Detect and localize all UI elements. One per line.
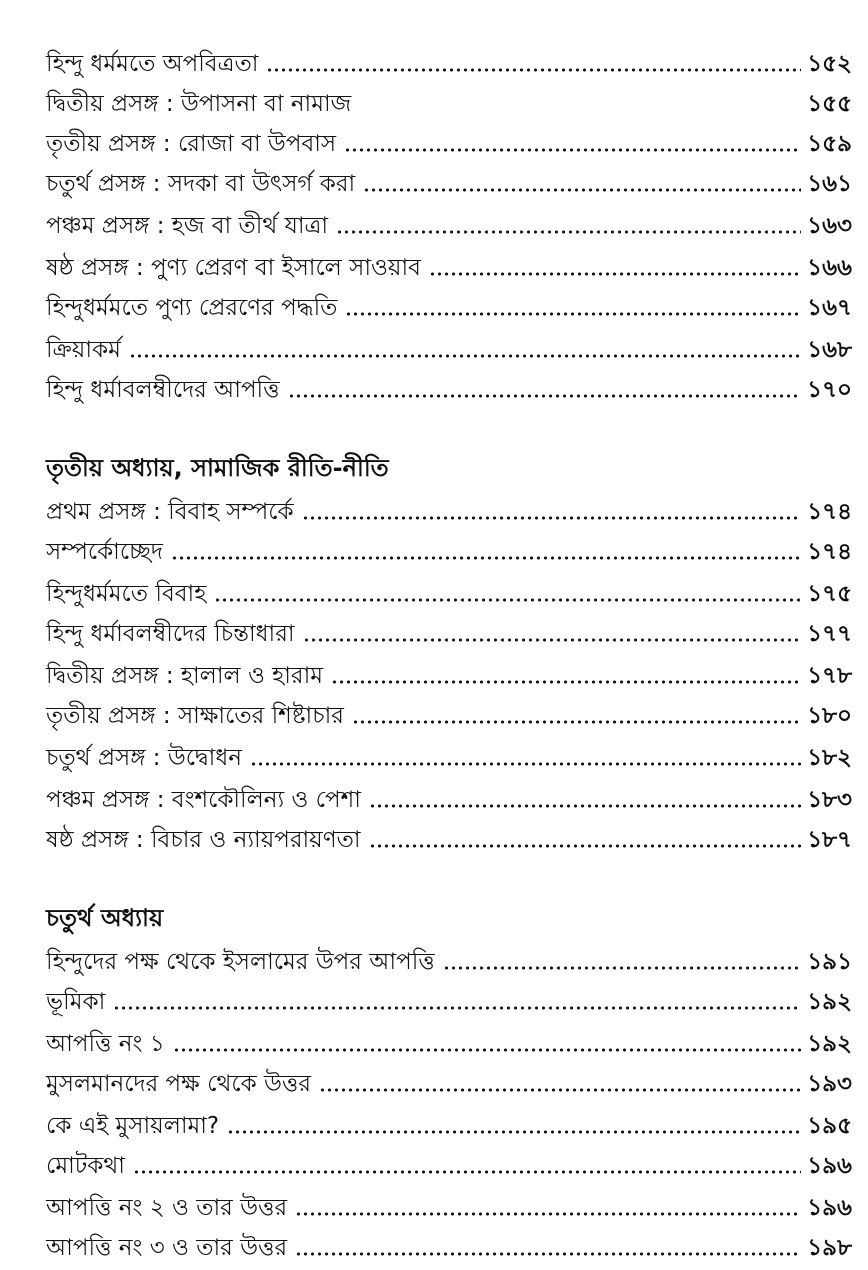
toc-entry-title: হিন্দুধর্মমতে পুণ্য প্রেরণের পদ্ধতি (46, 295, 338, 321)
toc-entry (46, 44, 852, 84)
toc-entry-title: মুসলমানদের পক্ষ থেকে উত্তর (46, 1071, 312, 1097)
dot-leader (133, 1167, 801, 1177)
toc-entry-title: হিন্দু ধর্মাবলম্বীদের চিন্তাধারা (46, 621, 295, 647)
dot-leader (369, 801, 801, 811)
toc-entry-page: ১৬৬ (807, 255, 852, 281)
dot-leader (295, 1209, 801, 1219)
dot-leader (288, 391, 802, 401)
toc-entry-page: ১৮৭ (807, 827, 852, 853)
toc-entry (46, 370, 852, 410)
toc-entry-page: ১৭৪ (807, 539, 852, 565)
toc-entry-page: ১৯৬ (807, 1195, 852, 1221)
dot-leader (429, 269, 801, 279)
toc-entry-title: প্রথম প্রসঙ্গ : বিবাহ সম্পর্কে (46, 499, 294, 525)
toc-entry-title: আপত্তি নং ৩ ও তার উত্তর (46, 1235, 288, 1261)
dot-leader (331, 677, 801, 687)
toc-entry-title: দ্বিতীয় প্রসঙ্গ : উপাসনা বা নামাজ (46, 91, 352, 117)
toc-entry-title: হিন্দুধর্মমতে বিবাহ (46, 581, 207, 607)
toc-entry-title: পঞ্চম প্রসঙ্গ : বংশকৌলিন্য ও পেশা (46, 787, 361, 813)
toc-entry-title: আপত্তি নং ১ (46, 1031, 165, 1057)
toc-entry-page: ১৭৭ (807, 621, 852, 647)
toc-entry-page: ১৯৫ (807, 1113, 852, 1139)
dot-leader (336, 227, 801, 237)
dot-leader (266, 65, 801, 75)
dot-leader (295, 1249, 801, 1259)
toc-entry (46, 206, 852, 246)
toc-entry-title: মোটকথা (46, 1153, 125, 1179)
toc-entry (46, 656, 852, 696)
dot-leader (345, 309, 801, 319)
toc-entry-title: সম্পর্কোচ্ছেদ (46, 539, 163, 565)
toc-entry-page: ১৭০ (807, 377, 852, 403)
toc-entry-title: দ্বিতীয় প্রসঙ্গ : হালাল ও হারাম (46, 663, 324, 689)
toc-entry-page: ১৬১ (807, 171, 852, 197)
toc-entry-title: পঞ্চম প্রসঙ্গ : হজ বা তীর্থ যাত্রা (46, 213, 329, 239)
toc-entry-page: ১৮২ (807, 745, 852, 771)
toc-entry (46, 1188, 852, 1228)
toc-entry-page: ১৬৭ (807, 295, 852, 321)
toc-entry (46, 1064, 852, 1104)
toc-entry-page: ১৭৪ (807, 499, 852, 525)
dot-leader (302, 513, 802, 523)
toc-entry-page: ১৯৩ (807, 1071, 852, 1097)
toc-entry-page: ১৭৫ (807, 581, 852, 607)
toc-entry-title: চতুর্থ প্রসঙ্গ : সদকা বা উৎসর্গ করা (46, 171, 356, 197)
toc-entry-title: হিন্দু ধর্মাবলম্বীদের আপত্তি (46, 377, 280, 403)
toc-entry-title: ক্রিয়াকর্ম (46, 337, 121, 363)
chapter-heading: চতুর্থ অধ্যায় (46, 904, 164, 932)
dot-leader (129, 351, 801, 361)
toc-entry (46, 738, 852, 778)
toc-entry-title: ষষ্ঠ প্রসঙ্গ : পুণ্য প্রেরণ বা ইসালে সাওয়াব (46, 255, 421, 281)
toc-entry (46, 492, 852, 532)
toc-entry-page: ১৬৮ (807, 337, 852, 363)
toc-entry-title: ভূমিকা (46, 989, 106, 1015)
toc-entry (46, 780, 852, 820)
toc-entry-page: ১৮০ (807, 703, 852, 729)
toc-entry (46, 1228, 852, 1268)
toc-entry-title: চতুর্থ প্রসঙ্গ : উদ্বোধন (46, 745, 242, 771)
toc-entry (46, 696, 852, 736)
toc-entry (46, 1146, 852, 1186)
toc-entry-title: আপত্তি নং ২ ও তার উত্তর (46, 1195, 288, 1221)
dot-leader (113, 1003, 801, 1013)
toc-entry-page: ১৯৬ (807, 1153, 852, 1179)
dot-leader (352, 717, 801, 727)
toc-entry-title: হিন্দুদের পক্ষ থেকে ইসলামের উপর আপত্তি (46, 949, 435, 975)
dot-leader (227, 1127, 801, 1137)
toc-entry (46, 288, 852, 328)
toc-entry (46, 574, 852, 614)
dot-leader (319, 1085, 801, 1095)
dot-leader (214, 595, 801, 605)
toc-entry (46, 1106, 852, 1146)
toc-entry-title: তৃতীয় প্রসঙ্গ : সাক্ষাতের শিষ্টাচার (46, 703, 344, 729)
toc-entry-page: ১৯২ (807, 1031, 852, 1057)
toc-entry-page: ১৭৮ (807, 663, 852, 689)
dot-leader (171, 553, 801, 563)
toc-entry (46, 532, 852, 572)
toc-entry-title: হিন্দু ধর্মমতে অপবিত্রতা (46, 51, 259, 77)
toc-entry-page: ১৮৩ (807, 787, 852, 813)
toc-entry (46, 84, 852, 124)
dot-leader (250, 759, 801, 769)
toc-entry-title: কে এই মুসায়লামা? (46, 1113, 220, 1139)
toc-entry (46, 614, 852, 654)
dot-leader (363, 185, 801, 195)
toc-entry-page: ১৫৫ (807, 91, 852, 117)
toc-entry (46, 330, 852, 370)
toc-entry (46, 942, 852, 982)
toc-entry-page: ১৫৯ (807, 131, 852, 157)
toc-entry-page: ১৯২ (807, 989, 852, 1015)
dot-leader (303, 635, 802, 645)
toc-entry-page: ১৯৮ (807, 1235, 852, 1261)
dot-leader (344, 145, 801, 155)
chapter-heading: তৃতীয় অধ্যায়, সামাজিক রীতি-নীতি (46, 454, 389, 482)
toc-entry (46, 248, 852, 288)
dot-leader (369, 841, 802, 851)
toc-entry (46, 1024, 852, 1064)
toc-entry-title: ষষ্ঠ প্রসঙ্গ : বিচার ও ন্যায়পরায়ণতা (46, 827, 361, 853)
dot-leader (443, 963, 801, 973)
toc-entry-page: ১৯১ (807, 949, 852, 975)
toc-entry (46, 982, 852, 1022)
toc-entry (46, 124, 852, 164)
toc-entry-page: ১৬৩ (807, 213, 852, 239)
dot-leader (173, 1045, 802, 1055)
toc-entry (46, 820, 852, 860)
toc-entry (46, 164, 852, 204)
toc-entry-title: তৃতীয় প্রসঙ্গ : রোজা বা উপবাস (46, 131, 337, 157)
toc-entry-page: ১৫২ (807, 51, 852, 77)
